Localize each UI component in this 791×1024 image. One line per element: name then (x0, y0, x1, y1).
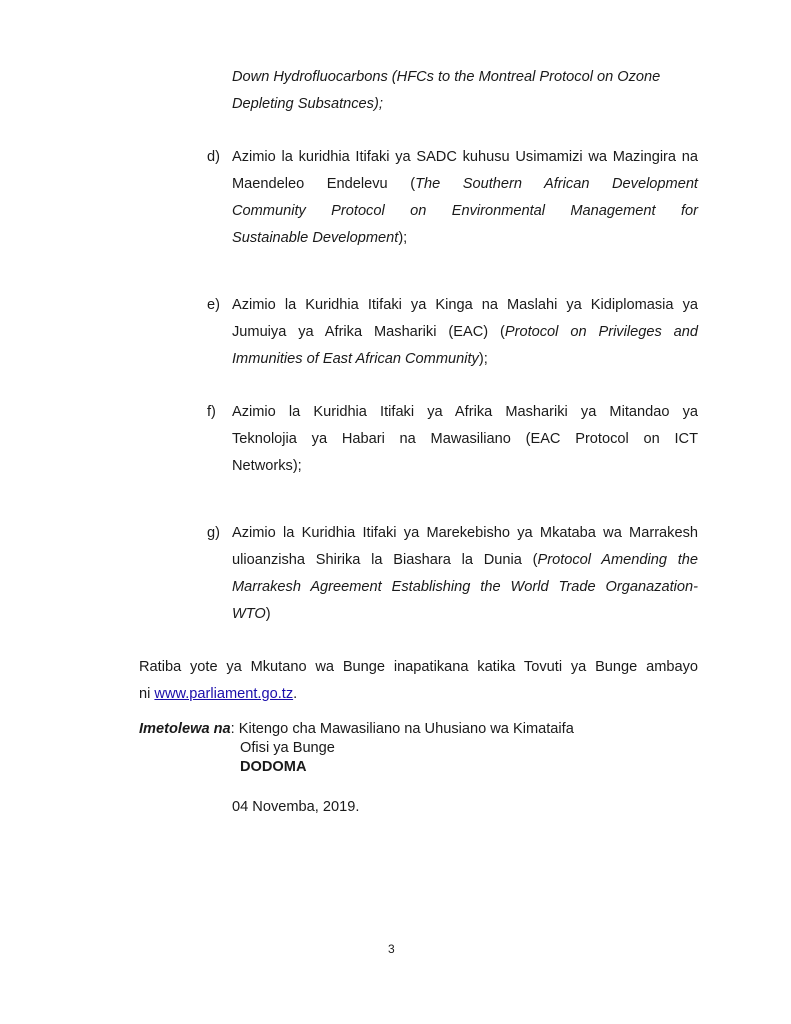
text: Maendeleo Endelevu ( (232, 176, 416, 192)
list-item-e (0, 292, 791, 373)
text: ); (478, 351, 488, 367)
item-f-line-2 (232, 426, 698, 453)
page-number: 3 (388, 942, 395, 956)
text: Azimio la kuridhia Itifaki ya SADC kuhusu Usimamizi wa Mazingira na (232, 149, 698, 165)
item-label: f) (207, 404, 216, 420)
text-italic: WTO (232, 606, 266, 622)
issue-date: 04 Novemba, 2019. (232, 799, 360, 815)
schedule-note-line-2 (139, 681, 698, 708)
text-italic: The Southern African Development (415, 176, 698, 192)
item-d-line-4 (232, 225, 698, 252)
item-label: d) (207, 149, 220, 165)
text: ) (265, 606, 271, 622)
list-item-d (0, 144, 791, 252)
text: Azimio la Kuridhia Itifaki ya Afrika Mashariki ya Mitandao ya (232, 404, 698, 420)
item-label: e) (207, 297, 220, 313)
item-f-line-3 (232, 453, 698, 480)
item-d-line-2 (232, 171, 698, 198)
text: Networks); (232, 458, 302, 474)
issued-by-label: Imetolewa na (139, 721, 231, 737)
text: Azimio la Kuridhia Itifaki ya Marekebisho ya Mkataba wa Marrakesh (232, 525, 698, 541)
item-label: g) (207, 525, 220, 541)
text-italic: Protocol on Privileges and (504, 324, 699, 340)
list-item-f (0, 399, 791, 480)
text-italic: Marrakesh Agreement Establishing the World Trade Organazation- (232, 579, 698, 595)
item-d-line-3 (232, 198, 698, 225)
issued-by-office: Ofisi ya Bunge (240, 740, 335, 756)
text-italic: Protocol Amending the (537, 552, 698, 568)
text-italic: Immunities of East African Community (232, 351, 479, 367)
item-e-line-3 (232, 346, 698, 373)
item-g-line-3 (232, 574, 698, 601)
text: : (230, 721, 235, 737)
item-g-line-2 (232, 547, 698, 574)
text: Azimio la Kuridhia Itifaki ya Kinga na Maslahi ya Kidiplomasia ya (232, 297, 698, 313)
item-f-line-1 (232, 399, 698, 426)
text-italic: Community Protocol on Environmental Management for (232, 203, 698, 219)
item-e-line-1 (232, 292, 698, 319)
text: ); (398, 230, 408, 246)
text: . (293, 686, 298, 702)
issuer-department: Kitengo cha Mawasiliano na Uhusiano wa Kimataifa (234, 721, 574, 737)
parliament-website-link[interactable]: www.parliament.go.tz (154, 686, 294, 702)
text-italic: Sustainable Development (232, 230, 399, 246)
item-g-line-1 (232, 520, 698, 547)
issued-by-city: DODOMA (240, 759, 307, 775)
list-item-g (0, 520, 791, 628)
item-e-line-2 (232, 319, 698, 346)
text: ulioanzisha Shirika la Biashara la Dunia ( (232, 552, 538, 568)
text: ni (139, 686, 155, 702)
schedule-note-line-1: Ratiba yote ya Mkutano wa Bunge inapatikana katika Tovuti ya Bunge ambayo (139, 659, 698, 675)
item-c-line-2: Depleting Subsatnces); (232, 96, 383, 112)
item-c-line-1: Down Hydrofluocarbons (HFCs to the Montreal Protocol on Ozone (232, 69, 661, 85)
text: Teknolojia ya Habari na Mawasiliano (EAC Protocol on ICT (232, 431, 698, 447)
item-d-line-1 (232, 144, 698, 171)
issued-by-line-1 (139, 720, 791, 739)
item-g-line-4 (232, 601, 698, 628)
text: Jumuiya ya Afrika Mashariki (EAC) ( (232, 324, 505, 340)
